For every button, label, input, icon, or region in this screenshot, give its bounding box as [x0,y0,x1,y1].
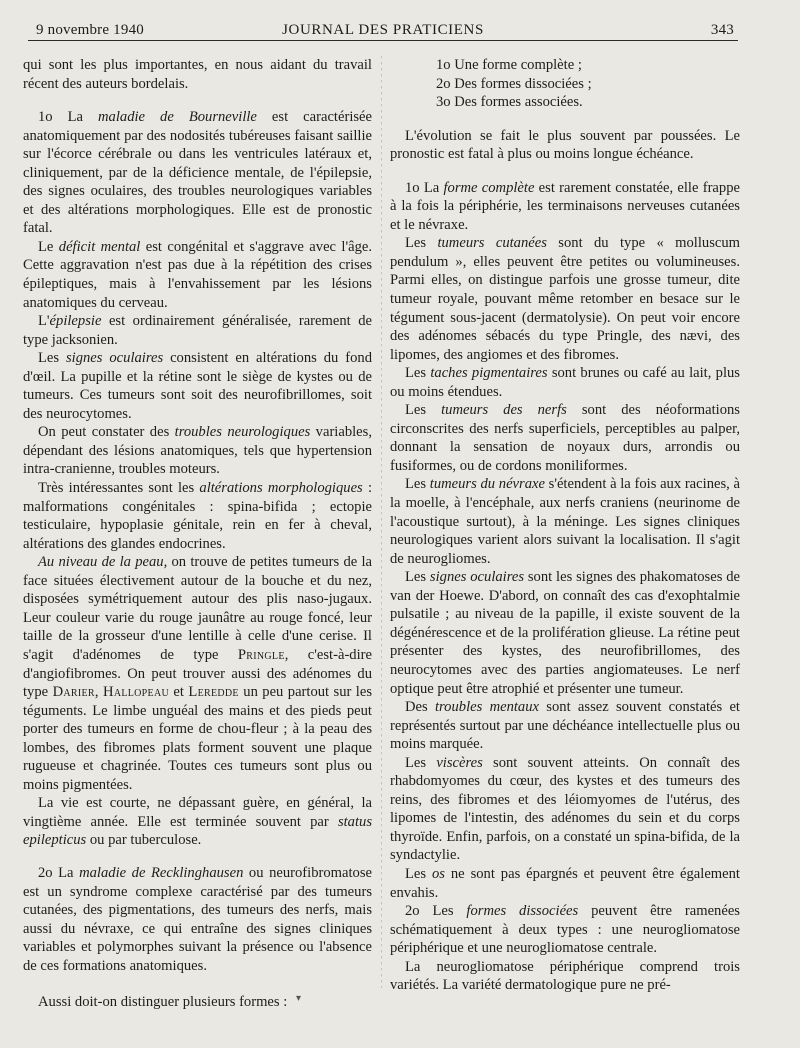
paragraph-text: sont les signes des phakomatoses de van der Hoewe. D'abord, on connaît des cas d'exophtalmie pulsatile ; au niveau de la papille, il existe souvent de la dégénérescence et de la prolifération glieuse. La rétine peut présenter des kystes, des neurofibrillomes, des neurocytomes avec des parties angiomateuses. Le nerf optique peut être atrophié et présenter une tumeur. [390,569,741,697]
paragraph-text: Les [405,402,442,419]
paragraph-text: Les [405,365,431,382]
forms-list-item: 2o Des formes dissociées ; [436,75,592,92]
paragraph-text: Les [405,865,432,882]
italic-term: Au niveau de la peau, [38,554,168,571]
paragraph-text: Le [38,238,59,255]
neurogliomatose-paragraph: La neurogliomatose périphérique comprend trois variétés. La variété dermatologique pure ne pré- [390,958,740,994]
paragraph-text: Les [38,350,66,367]
italic-term: signes oculaires [65,350,164,367]
visceres-paragraph [390,754,740,865]
section-title: maladie de Recklinghausen [79,864,244,881]
taches-paragraph [390,364,740,401]
page-header [28,18,738,41]
italic-term: forme complète [443,179,535,196]
forms-list-item: 1o Une forme complète ; [436,57,582,73]
paragraph-text: Des [405,699,435,716]
section-number: 2o La [38,864,80,881]
paragraph-text: , [94,684,103,701]
forme-complete-paragraph [390,179,740,235]
formes-dissociees-paragraph [390,902,740,958]
alterations-paragraph [23,479,372,553]
section-number: 1o La [38,109,99,126]
print-mark: ▾ [296,993,302,1004]
paragraph-text: on trouve de petites tumeurs de la face situées électivement autour de la bouche et du nez, disposées symétriquement autour des plis naso-jugaux. Leur couleur varie du rouge jaunâtre au rouge foncé, leur taille de la grosseur d'une lentille à celle d'une cerise. Il s'agit d'adénomes de type [23,554,372,663]
evolution-paragraph: L'évolution se fait le plus souvent par poussées. Le pronostic est fatal à plus ou moins longue échéance. [390,127,740,163]
paragraph-text: Les [405,476,430,493]
paragraph-text: variables, dépendant des lésions anatomiques, tels que hypertension intra-cranienne, troubles moteurs. [23,424,372,478]
paragraph-text: est congénital et s'aggrave avec l'âge. Cette aggravation n'est pas due à la répétition des crises épileptiques, mais à l'envahissement par les lésions anatomiques du cerveau. [23,238,372,311]
italic-term: taches pigmentaires [430,365,548,382]
paragraph-text: un peu partout sur les téguments. Le limbe unguéal des mains et des pieds peut porter des tumeurs en forme de chou-fleur ; à la peau des lombes, des fibromes plats forment souvent une plaque rugueuse et chagrinée. Toutes ces tumeurs sont plus ou moins pigmentées. [23,684,373,793]
intro-paragraph: qui sont les plus importantes, en nous aidant du travail récent des auteurs bordelais. [23,57,372,92]
paragraph-text: On peut constater des [38,424,175,441]
section-title: maladie de Bourneville [98,109,257,126]
paragraph-text: sont brunes ou café au lait, plus ou moins étendues. [390,365,740,400]
tumeurs-nevraxe-paragraph [390,475,740,568]
journal-title: JOURNAL DES PRATICIENS [282,22,484,38]
page-number: 343 [710,22,734,38]
author-name: Pringle [237,646,285,663]
paragraph-text: sont souvent atteints. On connaît des rhabdomyomes du cœur, des kystes et des tumeurs des reins, des fibromes et des léiomyomes de l'utérus, des lipomes de l'intestin, des adénomes du sein et du corps thyroïde. Enfin, parfois, on a constaté un spina-bifida, de la syndactylie. [390,754,740,864]
signes-oculaires-paragraph [390,568,740,698]
tumeurs-nerfs-paragraph [390,401,740,475]
paragraph-text: : malformations congénitales : spina-bifida ; ectopie testiculaire, hypoplasie génitale, rein en fer à cheval, altérations des glandes endocrines. [23,480,373,552]
paragraph-text: , c'est-à-dire d'angiofibromes. On peut trouver aussi des adénomes du type [23,646,372,701]
paragraph-text: et [169,684,189,701]
author-name: Darier [52,684,95,701]
paragraph-text: Les [405,754,437,771]
os-paragraph [390,865,740,902]
italic-term: formes dissociées [466,903,579,920]
paragraph-text: est caractérisée anatomiquement par des nodosités tubéreuses faisant saillie sur l'écorce cérébrale ou dans les ventricules latéraux et, cliniquement, par de la déficience mentale, de l'épilepsie, des signes oculaires, des troubles neurologiques variables et des altérations morphologiques. Elle est de pronostic fatal. [23,109,373,237]
paragraph-text: Les [405,569,430,586]
right-column [390,56,740,995]
author-name: Leredde [188,684,239,701]
column-divider [381,56,382,988]
paragraph-text: La vie est courte, ne dépassant guère, en général, la vingtième année. Elle est terminée souvent par [23,795,372,830]
paragraph-text: sont assez souvent constatés et représentés surtout par une déchéance intellectuelle plus ou moins marquée. [390,699,740,753]
tumeurs-cutanees-paragraph [390,234,740,364]
author-name: Hallopeau [102,684,169,701]
paragraph-text: L' [38,313,50,330]
troubles-paragraph [23,423,372,479]
italic-term: tumeurs du névraxe [429,476,545,493]
section-number: 1o La [405,179,444,196]
paragraph-text: est rarement constatée, elle frappe à la fois la périphérie, les terminaisons nerveuses cutanées et le névraxe. [390,179,740,233]
paragraph-text: sont des néoformations circonscrites des nerfs superficiels, perceptibles au palper, donnant la sensation de noyaux durs, arrondis ou fusiformes, ou de cordons moniliformes. [390,402,740,474]
paragraph-text: ou par tuberculose. [86,832,202,849]
italic-term: tumeurs cutanées [437,235,547,252]
italic-term: viscères [436,754,483,771]
section-number: 2o Les [405,903,467,920]
troubles-mentaux-paragraph [390,698,740,754]
forms-list-item: 3o Des formes associées. [436,94,583,111]
italic-term: tumeurs des nerfs [441,402,567,419]
epilepsie-paragraph [23,312,372,349]
paragraph-text: Très intéressantes sont les [38,480,200,497]
paragraph-text: s'étendent à la fois aux racines, à la moelle, à l'encéphale, aux nerfs craniens (neurinome de l'acoustique surtout), à la méninge. Les signes cliniques neurologiques varient alors suivant la localisation. Il s'agit de neurogliomes. [390,476,740,567]
paragraph-text: ou neurofibromatose est un syndrome complexe caractérisé par des tumeurs cutanées, des pigmentations, des tumeurs des nerfs, mais aussi du névraxe, ce qui entraîne des signes cliniques variables et polymorphes suivant la présence ou l'absence de ces formations anatomiques. [23,864,372,974]
paragraph-text: consistent en altérations du fond d'œil. La pupille et la rétine sont le siège de kystes ou de tumeurs. Ces tumeurs sont soit des neurofibrillomes, soit des neurocytomes. [23,350,372,422]
bourneville-paragraph [23,108,372,238]
peau-paragraph [23,553,372,794]
aussi-paragraph: Aussi doit-on distinguer plusieurs formes : [38,994,288,1011]
italic-term: os [431,865,445,882]
italic-term: épilepsie [49,313,102,330]
recklinghausen-paragraph [23,864,372,975]
italic-term: troubles mentaux [434,699,540,716]
italic-term: status epilepticus [23,813,372,849]
paragraph-text: ne sont pas épargnés et peuvent être également envahis. [390,865,740,901]
italic-term: troubles neurologiques [174,424,311,441]
signes-oculaires-paragraph [23,349,372,423]
italic-term: signes oculaires [429,569,525,586]
vie-paragraph [23,794,372,850]
italic-term: déficit mental [58,238,141,255]
italic-term: altérations morphologiques [199,480,363,497]
paragraph-text: Les [405,235,438,252]
paragraph-text: peuvent être ramenées schématiquement à deux types : une neurogliomatose périphérique et une neurogliomatose centrale. [390,903,740,957]
deficit-paragraph [23,238,372,312]
paragraph-text: sont du type « molluscum pendulum », elles peuvent être petites ou volumineuses. Parmi elles, on distingue parfois une grosse tumeur, dite tumeur royale, pouvant même retomber en besace sur le tégument sous-jacent (dermatolysie). On peut voir encore des adénomes sébacés du type Pringle, des nævi, des lipomes, des angiomes et des fibromes. [390,235,740,363]
paragraph-text: est ordinairement généralisée, rarement de type jacksonien. [23,313,372,348]
left-column [23,56,372,1012]
issue-date: 9 novembre 1940 [36,22,144,38]
